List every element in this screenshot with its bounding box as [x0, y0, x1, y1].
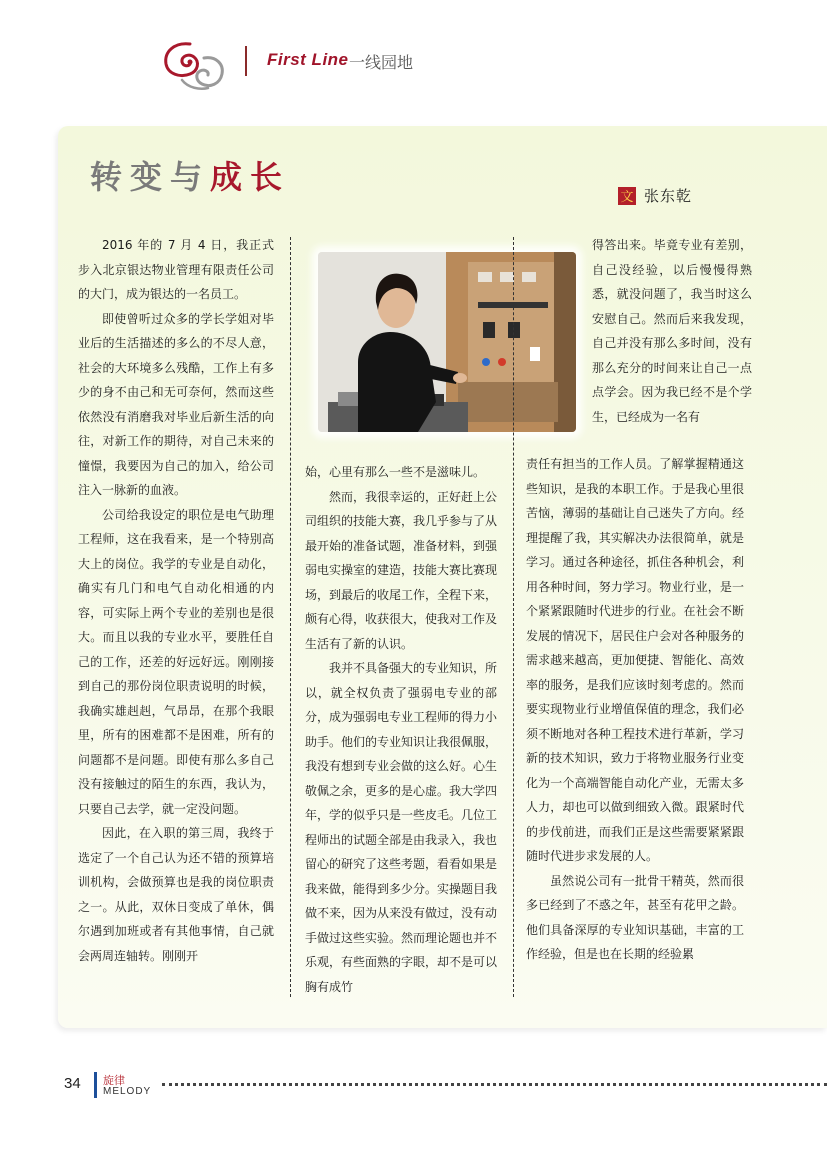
title-connector: 与 [170, 158, 211, 196]
article-photo [318, 252, 576, 432]
paragraph: 然而，我很幸运的，正好赶上公司组织的技能大赛，我几乎参与了从最开始的准备试题，准备材料，到强弱电实操室的建造，技能大赛比赛现场，到最后的收尾工作，全程下来，颇有心得，收获很大，使我对工作及生活有了新的认识。 [305, 489, 497, 651]
page-number: 34 [64, 1075, 81, 1092]
paragraph: 得答出来。毕竟专业有差别，自己没经验，以后慢慢得熟悉，就没问题了，我当时这么安慰自己。然而后来我发现，自己并没有那么多时间，没有那么充分的时间来让自己一点点学会。因为我已经不是个学生，已经成为一名有 [592, 238, 752, 424]
paragraph: 2016 年的 7 月 4 日，我正式步入北京银达物业管理有限责任公司的大门，成为银达的一名员工。 [78, 238, 274, 301]
paragraph: 公司给我设定的职位是电气助理工程师，这在我看来，是一个特别高大上的岗位。我学的专业是自动化，确实有几门和电气自动化相通的内容，可实际上两个专业的差别也是很大。而且以我的专业水平，要胜任自己的工作，还差的好远好远。刚刚接到自己的那份岗位职责说明的时候，我确实雄赳赳，气昂昂，在那个我眼里，所有的困难都不是困难，所有的问题都不是问题。即使有那么多自己没有接触过的陌生的东西，我认为，只要自己去学，就一定没问题。 [78, 507, 274, 816]
paragraph: 责任有担当的工作人员。了解掌握精通这些知识，是我的本职工作。于是我心里很苦恼，薄弱的基础让自己迷失了方向。经理提醒了我，其实解决办法很简单，就是学习。通过各种途径，抓住各种机会，利用各种时间，努力学习。物业行业，是一个紧紧跟随时代进步的行业。在社会不断发展的情况下，居民住户会对各种服务的需求越来越高，更加便捷、智能化、高效率的服务，是我们应该时刻考虑的。然而要实现物业行业增值保值的理念，我们必须不断地对各种工程技术进行革新，学习新的技术知识，致力于将物业服务行业变化为一个高端智能自动化产业，无需太多人力，却也可以做到细致入微。跟紧时代的步伐前进，而我们正是这些需要紧紧跟随时代进步求发展的人。 [526, 457, 744, 863]
section-title-cn: 一线园地 [349, 53, 414, 72]
title-part-2: 成长 [210, 158, 291, 196]
title-part-1: 转变 [90, 158, 171, 196]
paragraph: 虽然说公司有一批骨干精英，然而很多已经到了不惑之年，甚至有花甲之龄。他们具备深厚的专业知识基础，丰富的工作经验，但是也在长期的经验累 [526, 873, 744, 961]
paragraph: 即使曾听过众多的学长学姐对毕业后的生活描述的多么的不尽人意，社会的大环境多么残酷，工作上有多少的身不由己和无可奈何，然而这些依然没有消磨我对毕业后新生活的向往，对新工作的期待，对自己未来的憧憬，我要因为自己的加入，给公司注入一脉新的血液。 [78, 311, 274, 497]
text-column-2 [305, 460, 497, 1030]
text-column-3 [526, 452, 744, 1032]
footer-bar [94, 1072, 97, 1098]
magazine-name-en: MELODY [103, 1086, 152, 1097]
page-header [0, 0, 827, 110]
footer-dotted-rule [162, 1083, 827, 1086]
header-divider [245, 46, 247, 76]
article-title [90, 152, 290, 198]
author-name: 张东乾 [644, 187, 693, 205]
photo-illustration [318, 252, 576, 432]
column-divider-2 [513, 237, 514, 997]
magazine-logo-icon [160, 38, 230, 94]
paragraph: 始，心里有那么一些不是滋味儿。 [305, 465, 486, 479]
magazine-name-cn: 旋律 [103, 1074, 125, 1087]
paragraph: 我并不具备强大的专业知识，所以，就全权负责了强弱电专业的部分，成为强弱电专业工程师的得力小助手。他们的专业知识让我很佩服，我没有想到专业会做的这么好。心生敬佩之余，更多的是心虚。我大学四年，学的似乎只是一些皮毛。几位工程师出的试题全部是由我录入，我也留心的研究了这些考题，看看如果是我来做，能得到多少分。实操题目我做不来，因为从来没有做过，没有动手做过这些实验。然而理论题也并不乐观，有些面熟的字眼，却不是可以胸有成竹 [305, 661, 497, 994]
article-byline [618, 185, 692, 206]
section-title-en: First Line [267, 50, 349, 69]
column-divider-1 [290, 237, 291, 997]
text-column-3-top [592, 233, 752, 429]
paragraph: 因此，在入职的第三周，我终于选定了一个自己认为还不错的预算培训机构，会做预算也是我的岗位职责之一。从此，双休日变成了单休，偶尔遇到加班或者有其他事情，自己就会两周连轴转。刚刚开 [78, 826, 274, 963]
byline-badge: 文 [618, 187, 636, 205]
text-column-1 [78, 233, 274, 1033]
